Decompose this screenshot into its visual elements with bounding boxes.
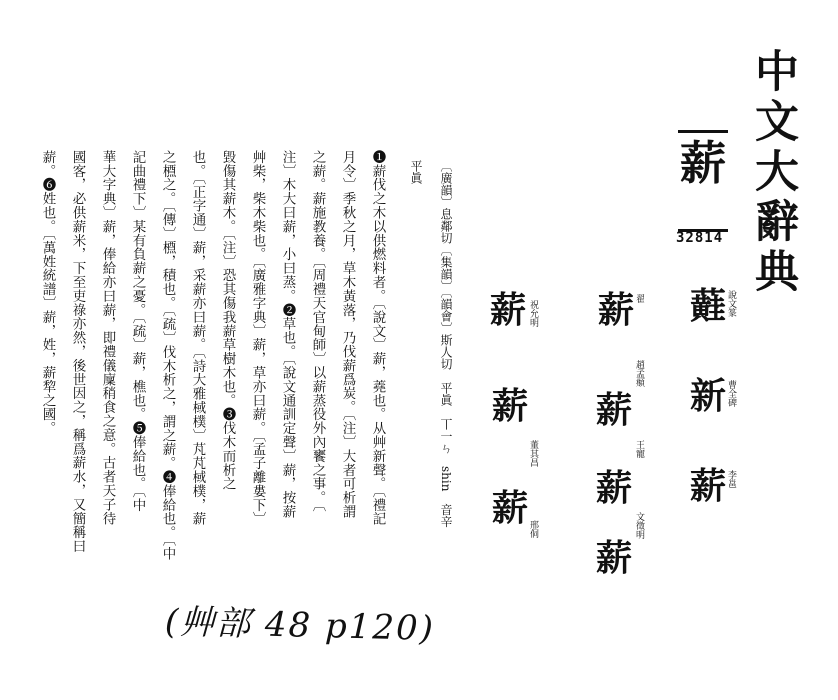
glyph-form-label: 李邕 [726, 470, 736, 488]
glyph-form-label: 翟 [634, 294, 644, 303]
definition-column: 艸柴，柴木柴也。〔廣雅字典〕薪，草亦曰薪。〔孟子離婁下〕 [249, 150, 266, 526]
glyph-form-label: 文徵明 [634, 512, 644, 539]
definition-column: 毀傷其薪木。〔注〕恐其傷我薪草樹木也。❸伐木而析之 [219, 150, 236, 491]
headword: 薪 [680, 136, 726, 190]
glyph-form-label: 董其昌 [528, 440, 538, 467]
glyph-form: 蘳 [690, 285, 727, 327]
pronunciation-rhyme: 平眞 [409, 160, 423, 184]
glyph-form: 薪 [492, 385, 529, 427]
definition-column: 月令〕季秋之月，草木黃落，乃伐薪爲炭。〔注〕大者可析謂 [339, 150, 356, 519]
glyph-form-label: 王寵 [634, 440, 644, 458]
definition-column: 之薪。薪施教養。〔周禮天官甸師〕以薪蒸役外內饔之事。〔 [309, 150, 326, 512]
glyph-form-label: 趙孟頫 [634, 360, 644, 387]
glyph-form: 薪 [492, 487, 529, 529]
glyph-form: 新 [690, 375, 727, 417]
pronunciation-reading: 〔廣韻〕息鄰切〔集韻〕〔韻會〕斯人切 平眞 丅一ㄣ shin 音辛 [439, 160, 453, 528]
handwritten-annotation: (艸部 48 p120) [164, 602, 436, 650]
definition-column: 注〕木大曰薪，小曰蒸。❷草也。〔說文通訓定聲〕薪，按薪 [279, 150, 296, 519]
glyph-form-label: 曹全碑 [726, 380, 736, 407]
definition-column: 記曲禮下〕某有負薪之憂。〔疏〕薪，樵也。❺俸給也。〔中 [129, 150, 146, 512]
definition-column: 也。〔正字通〕薪，采薪亦曰薪。〔詩大雅棫樸〕芃芃棫樸，薪 [189, 150, 206, 526]
definition-column: 國客，必供薪米，下至吏祿亦然，後世因之，稱爲薪水，又簡稱曰 [69, 150, 86, 554]
glyph-form: 薪 [690, 465, 727, 507]
entry-number: 32814 [676, 230, 724, 246]
book-title: 中文大辭典 [747, 48, 798, 298]
glyph-form: 薪 [596, 467, 633, 509]
definition-column: 華大字典〕薪，俸給亦曰薪，即禮儀廩稍食之意。古者天子待 [99, 150, 116, 526]
glyph-form-label: 祝允明 [528, 300, 538, 327]
definition-column: 薪。❻姓也。〔萬姓統譜〕薪，姓，薪犂之國。 [39, 150, 56, 436]
glyph-form: 薪 [596, 537, 633, 579]
definition-column: 之槱之。〔傳〕槱，積也。〔疏〕伐木析之，謂之薪。❹俸給也。〔中 [159, 150, 176, 561]
glyph-form: 薪 [490, 289, 527, 331]
glyph-form: 薪 [596, 389, 633, 431]
glyph-form-label: 說文篆 [726, 290, 736, 317]
definition-column: ❶薪伐之木以供燃料者。〔說文〕薪，蕘也。从艸新聲。〔禮記 [369, 150, 386, 526]
glyph-form: 薪 [598, 289, 635, 331]
glyph-form-label: 邢侗 [528, 520, 538, 538]
